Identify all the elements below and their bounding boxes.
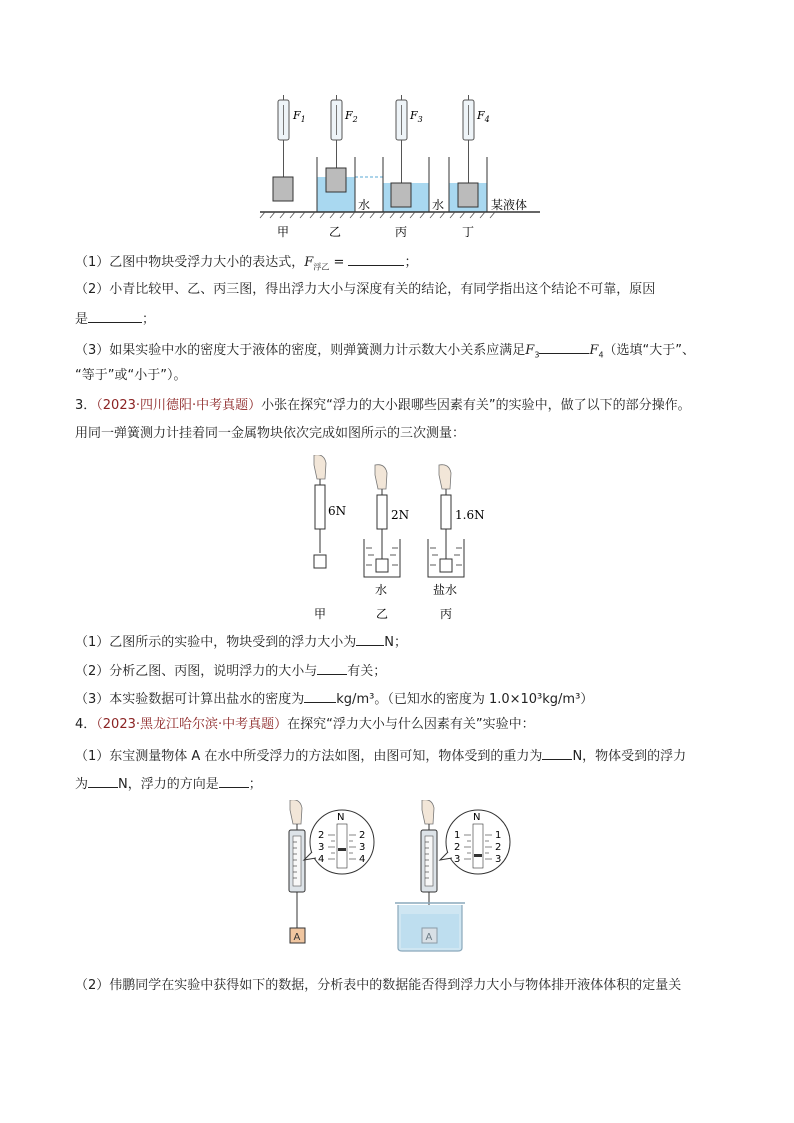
caption-jia: 甲: [277, 225, 290, 239]
tick-left: 3: [359, 842, 366, 853]
caption-yi: 乙: [376, 607, 389, 621]
q2-part2-line1: （2）小青比较甲、乙、丙三图，得出浮力大小与深度有关的结论，有同学指出这个结论不可靠，原因: [75, 282, 656, 297]
tick-right: 2: [454, 842, 461, 853]
label-f1: $F_1$: [293, 109, 306, 124]
q3-part2: （2）分析乙图、丙图，说明浮力的大小与 有关；: [75, 660, 386, 681]
tick-left: 4: [318, 854, 325, 865]
q3-stem-line1: 3．（2023·四川德阳·中考真题）小张在探究“浮力的大小跟哪些因素有关”的实验中，做了以下的部分操作。: [75, 398, 691, 413]
caption-ding: 丁: [462, 225, 475, 239]
reading-bing: 1.6N: [455, 508, 485, 522]
liquid-label-other: 某液体: [491, 198, 528, 212]
liquid-label-water-2: 水: [432, 198, 445, 212]
object-a-label: A: [293, 932, 301, 943]
q4-source: （2023·黑龙江哈尔滨·中考真题）: [96, 717, 288, 732]
tick-left: 2: [359, 830, 366, 841]
unit-label: N: [337, 812, 345, 823]
caption-jia: 甲: [314, 607, 327, 621]
q2-part3-line1: （3）如果实验中水的密度大于液体的密度，则弹簧测力计示数大小关系应满足$F_3$ $F_4$（选填“大于”、: [75, 339, 695, 365]
answer-blank[interactable]: [356, 631, 384, 646]
q4-stem: 4．（2023·黑龙江哈尔滨·中考真题）在探究“浮力大小与什么因素有关”实验中：: [75, 717, 535, 732]
q4-part2: （2）伟鹏同学在实验中获得如下的数据，分析表中的数据能否得到浮力大小与物体排开液体体积的定量关: [75, 978, 682, 993]
q2-part2-line2: 是 ；: [75, 308, 155, 329]
tick-left: 2: [318, 830, 325, 841]
answer-blank[interactable]: [542, 745, 572, 760]
reading-yi: 2N: [391, 508, 410, 522]
figure-three-measurements: [298, 455, 508, 623]
hand-icon: [290, 800, 302, 824]
tick-right: 1: [495, 830, 502, 841]
caption-bing: 丙: [440, 607, 453, 621]
unit-label: N: [473, 812, 481, 823]
answer-blank[interactable]: [304, 688, 336, 703]
spring-scale-3: [391, 95, 411, 207]
tick-right: 1: [454, 830, 461, 841]
q3-stem-line2: 用同一弹簧测力计挂着同一金属物块依次完成如图所示的三次测量：: [75, 426, 466, 441]
reading-jia: 6N: [328, 504, 347, 518]
caption-yi: 乙: [329, 225, 342, 239]
liquid-salt-water: 盐水: [433, 583, 458, 597]
tick-right: 2: [495, 842, 502, 853]
answer-blank[interactable]: [348, 251, 404, 266]
q3-part1: （1）乙图所示的实验中，物块受到的浮力大小为 N；: [75, 631, 407, 652]
q3-source: （2023·四川德阳·中考真题）: [96, 398, 262, 413]
liquid-water: 水: [375, 583, 388, 597]
answer-blank[interactable]: [539, 339, 589, 354]
caption-bing: 丙: [395, 225, 408, 239]
tick-left: 3: [318, 842, 325, 853]
spring-scale-4: [458, 95, 478, 207]
label-f4: $F_4$: [477, 109, 490, 124]
figure-buoyancy-depth: [255, 95, 545, 243]
tick-right: 3: [495, 854, 502, 865]
object-a-submerged-label: A: [425, 932, 433, 943]
figure-spring-scale-beaker: [282, 800, 522, 952]
hand-icon: [314, 455, 326, 479]
answer-blank[interactable]: [88, 308, 142, 323]
spring-scale-2: [326, 95, 346, 192]
hand-icon: [375, 465, 387, 489]
q3-part3: （3）本实验数据可计算出盐水的密度为 kg/m³。（已知水的密度为 1.0×10³kg/m³）: [75, 688, 593, 709]
answer-blank[interactable]: [88, 773, 118, 788]
liquid-label-water-1: 水: [358, 198, 371, 212]
answer-blank[interactable]: [219, 773, 249, 788]
hand-icon: [439, 465, 451, 489]
hand-icon: [422, 800, 434, 824]
tick-left: 4: [359, 854, 366, 865]
q4-part1-line2: 为 N，浮力的方向是 ；: [75, 773, 262, 794]
label-f2: $F_2$: [345, 109, 358, 124]
tick-right: 3: [454, 854, 461, 865]
spring-scale-1: [273, 95, 293, 201]
answer-blank[interactable]: [317, 660, 347, 675]
q4-part1-line1: （1）东宝测量物体 A 在水中所受浮力的方法如图，由图可知，物体受到的重力为 N，物体受到的浮力: [75, 745, 686, 766]
label-f3: $F_3$: [410, 109, 423, 124]
q2-part1: （1）乙图中物块受浮力大小的表达式，$F_{浮乙}$ = ；: [75, 251, 418, 277]
q2-part3-line2: “等于”或“小于”）。: [75, 368, 187, 383]
